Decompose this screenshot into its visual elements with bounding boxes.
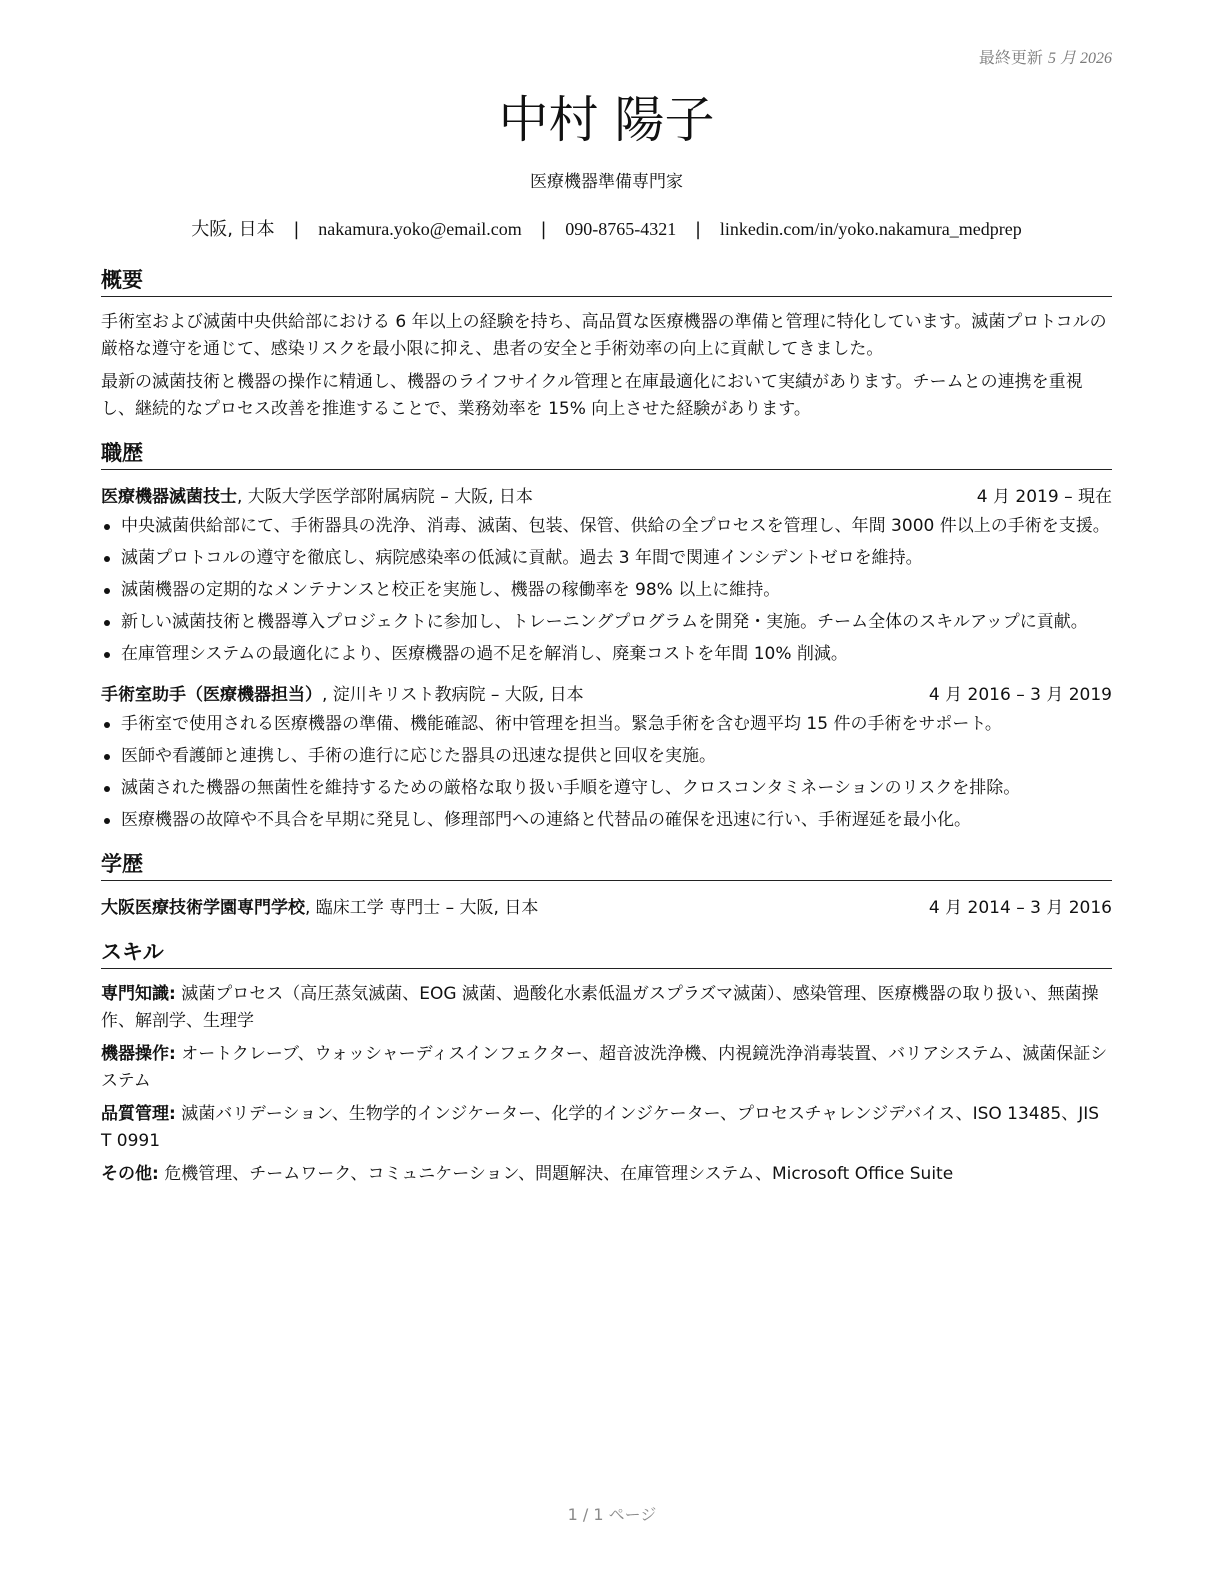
job-bullet: 在庫管理システムの最適化により、医療機器の過不足を解消し、廃棄コストを年間 10% 削減。 — [101, 641, 1112, 668]
candidate-title: 医療機器準備専門家 — [530, 172, 683, 192]
job-bullet: 手術室で使用される医療機器の準備、機能確認、術中管理を担当。緊急手術を含む週平均 15 件の手術をサポート。 — [101, 711, 1112, 738]
education-school: 大阪医療技術学園専門学校 — [101, 898, 305, 918]
contact-email[interactable]: nakamura.yoko@email.com — [318, 219, 522, 239]
skill-label: 専門知識: — [101, 984, 176, 1004]
contact-separator: | — [540, 219, 547, 240]
job-bullet: 滅菌プロトコルの遵守を徹底し、病院感染率の低減に貢献。過去 3 年間で関連インシデントゼロを維持。 — [101, 545, 1112, 572]
job-title-line — [101, 484, 533, 511]
skill-text: 滅菌バリデーション、生物学的インジケーター、化学的インジケーター、プロセスチャレンジデバイス、ISO 13485、JIS T 0991 — [101, 1104, 1100, 1151]
skill-label: 機器操作: — [101, 1044, 176, 1064]
job-organization: , 大阪大学医学部附属病院 – 大阪, 日本 — [237, 487, 533, 507]
job-bullet: 滅菌された機器の無菌性を維持するための厳格な取り扱い手順を遵守し、クロスコンタミネーションのリスクを排除。 — [101, 775, 1112, 802]
last-updated — [979, 45, 1112, 68]
education-dates: 4 月 2014 – 3 月 2016 — [928, 898, 1112, 918]
summary-paragraph: 手術室および滅菌中央供給部における 6 年以上の経験を持ち、高品質な医療機器の準備と管理に特化しています。滅菌プロトコルの厳格な遵守を通じて、感染リスクを最小限に抑え、患者の安全と手術効率の向上に貢献してきました。 — [101, 312, 1107, 359]
education-detail: , 臨床工学 専門士 – 大阪, 日本 — [305, 898, 539, 918]
contact-separator: | — [695, 219, 702, 240]
job-bullet: 新しい滅菌技術と機器導入プロジェクトに参加し、トレーニングプログラムを開発・実施。チーム全体のスキルアップに貢献。 — [101, 609, 1112, 636]
job-entry — [101, 682, 1112, 834]
job-role: 手術室助手（医療機器担当） — [101, 685, 322, 705]
job-title-line — [101, 682, 584, 709]
contact-location: 大阪, 日本 — [191, 219, 275, 240]
job-bullet: 中央滅菌供給部にて、手術器具の洗浄、消毒、滅菌、包装、保管、供給の全プロセスを管理し、年間 3000 件以上の手術を支援。 — [101, 513, 1112, 540]
resume-page — [101, 88, 1112, 1188]
section-heading-summary: 概要 — [101, 266, 1112, 297]
job-dates: 4 月 2019 – 現在 — [976, 487, 1112, 507]
job-header — [101, 484, 1112, 511]
skill-text: 危機管理、チームワーク、コミュニケーション、問題解決、在庫管理システム、Microsoft Office Suite — [158, 1164, 954, 1184]
job-bullet-list — [101, 513, 1112, 668]
education-title-line — [101, 895, 538, 922]
skill-item — [101, 1041, 1112, 1095]
section-heading-experience: 職歴 — [101, 439, 1112, 470]
skill-item — [101, 1101, 1112, 1155]
job-bullet: 滅菌機器の定期的なメンテナンスと校正を実施し、機器の稼働率を 98% 以上に維持。 — [101, 577, 1112, 604]
last-updated-date: 5 月 2026 — [1047, 50, 1112, 67]
summary-paragraph: 最新の滅菌技術と機器の操作に精通し、機器のライフサイクル管理と在庫最適化において実績があります。チームとの連携を重視し、継続的なプロセス改善を推進することで、業務効率を 15% 向上させた経験があります。 — [101, 372, 1083, 419]
skill-text: オートクレーブ、ウォッシャーディスインフェクター、超音波洗浄機、内視鏡洗浄消毒装置、バリアシステム、滅菌保証システム — [101, 1044, 1108, 1091]
candidate-name: 中村 陽子 — [498, 91, 715, 149]
job-entry — [101, 484, 1112, 668]
contact-separator: | — [293, 219, 300, 240]
contact-linkedin[interactable]: linkedin.com/in/yoko.nakamura_medprep — [719, 219, 1022, 239]
job-organization: , 淀川キリスト教病院 – 大阪, 日本 — [322, 685, 584, 705]
job-dates: 4 月 2016 – 3 月 2019 — [928, 685, 1112, 705]
job-bullet-list — [101, 711, 1112, 834]
skills-list — [101, 981, 1112, 1188]
skill-item — [101, 1161, 1112, 1188]
last-updated-label: 最終更新 — [978, 48, 1043, 67]
skill-item — [101, 981, 1112, 1035]
page-indicator: 1 / 1 ページ — [567, 1505, 657, 1524]
education-header — [101, 895, 1112, 922]
education-entry — [101, 895, 1112, 922]
section-heading-skills: スキル — [101, 938, 1112, 969]
job-role: 医療機器滅菌技士 — [101, 487, 237, 507]
job-bullet: 医療機器の故障や不具合を早期に発見し、修理部門への連絡と代替品の確保を迅速に行い、手術遅延を最小化。 — [101, 807, 1112, 834]
contact-phone[interactable]: 090-8765-4321 — [565, 219, 677, 239]
job-bullet: 医師や看護師と連携し、手術の進行に応じた器具の迅速な提供と回収を実施。 — [101, 743, 1112, 770]
section-heading-education: 学歴 — [101, 850, 1112, 881]
skill-label: 品質管理: — [101, 1104, 176, 1124]
job-header — [101, 682, 1112, 709]
skill-text: 滅菌プロセス（高圧蒸気滅菌、EOG 滅菌、過酸化水素低温ガスプラズマ滅菌）、感染管理、医療機器の取り扱い、無菌操作、解剖学、生理学 — [101, 984, 1099, 1031]
skill-label: その他: — [101, 1164, 159, 1184]
contact-line — [101, 216, 1112, 243]
